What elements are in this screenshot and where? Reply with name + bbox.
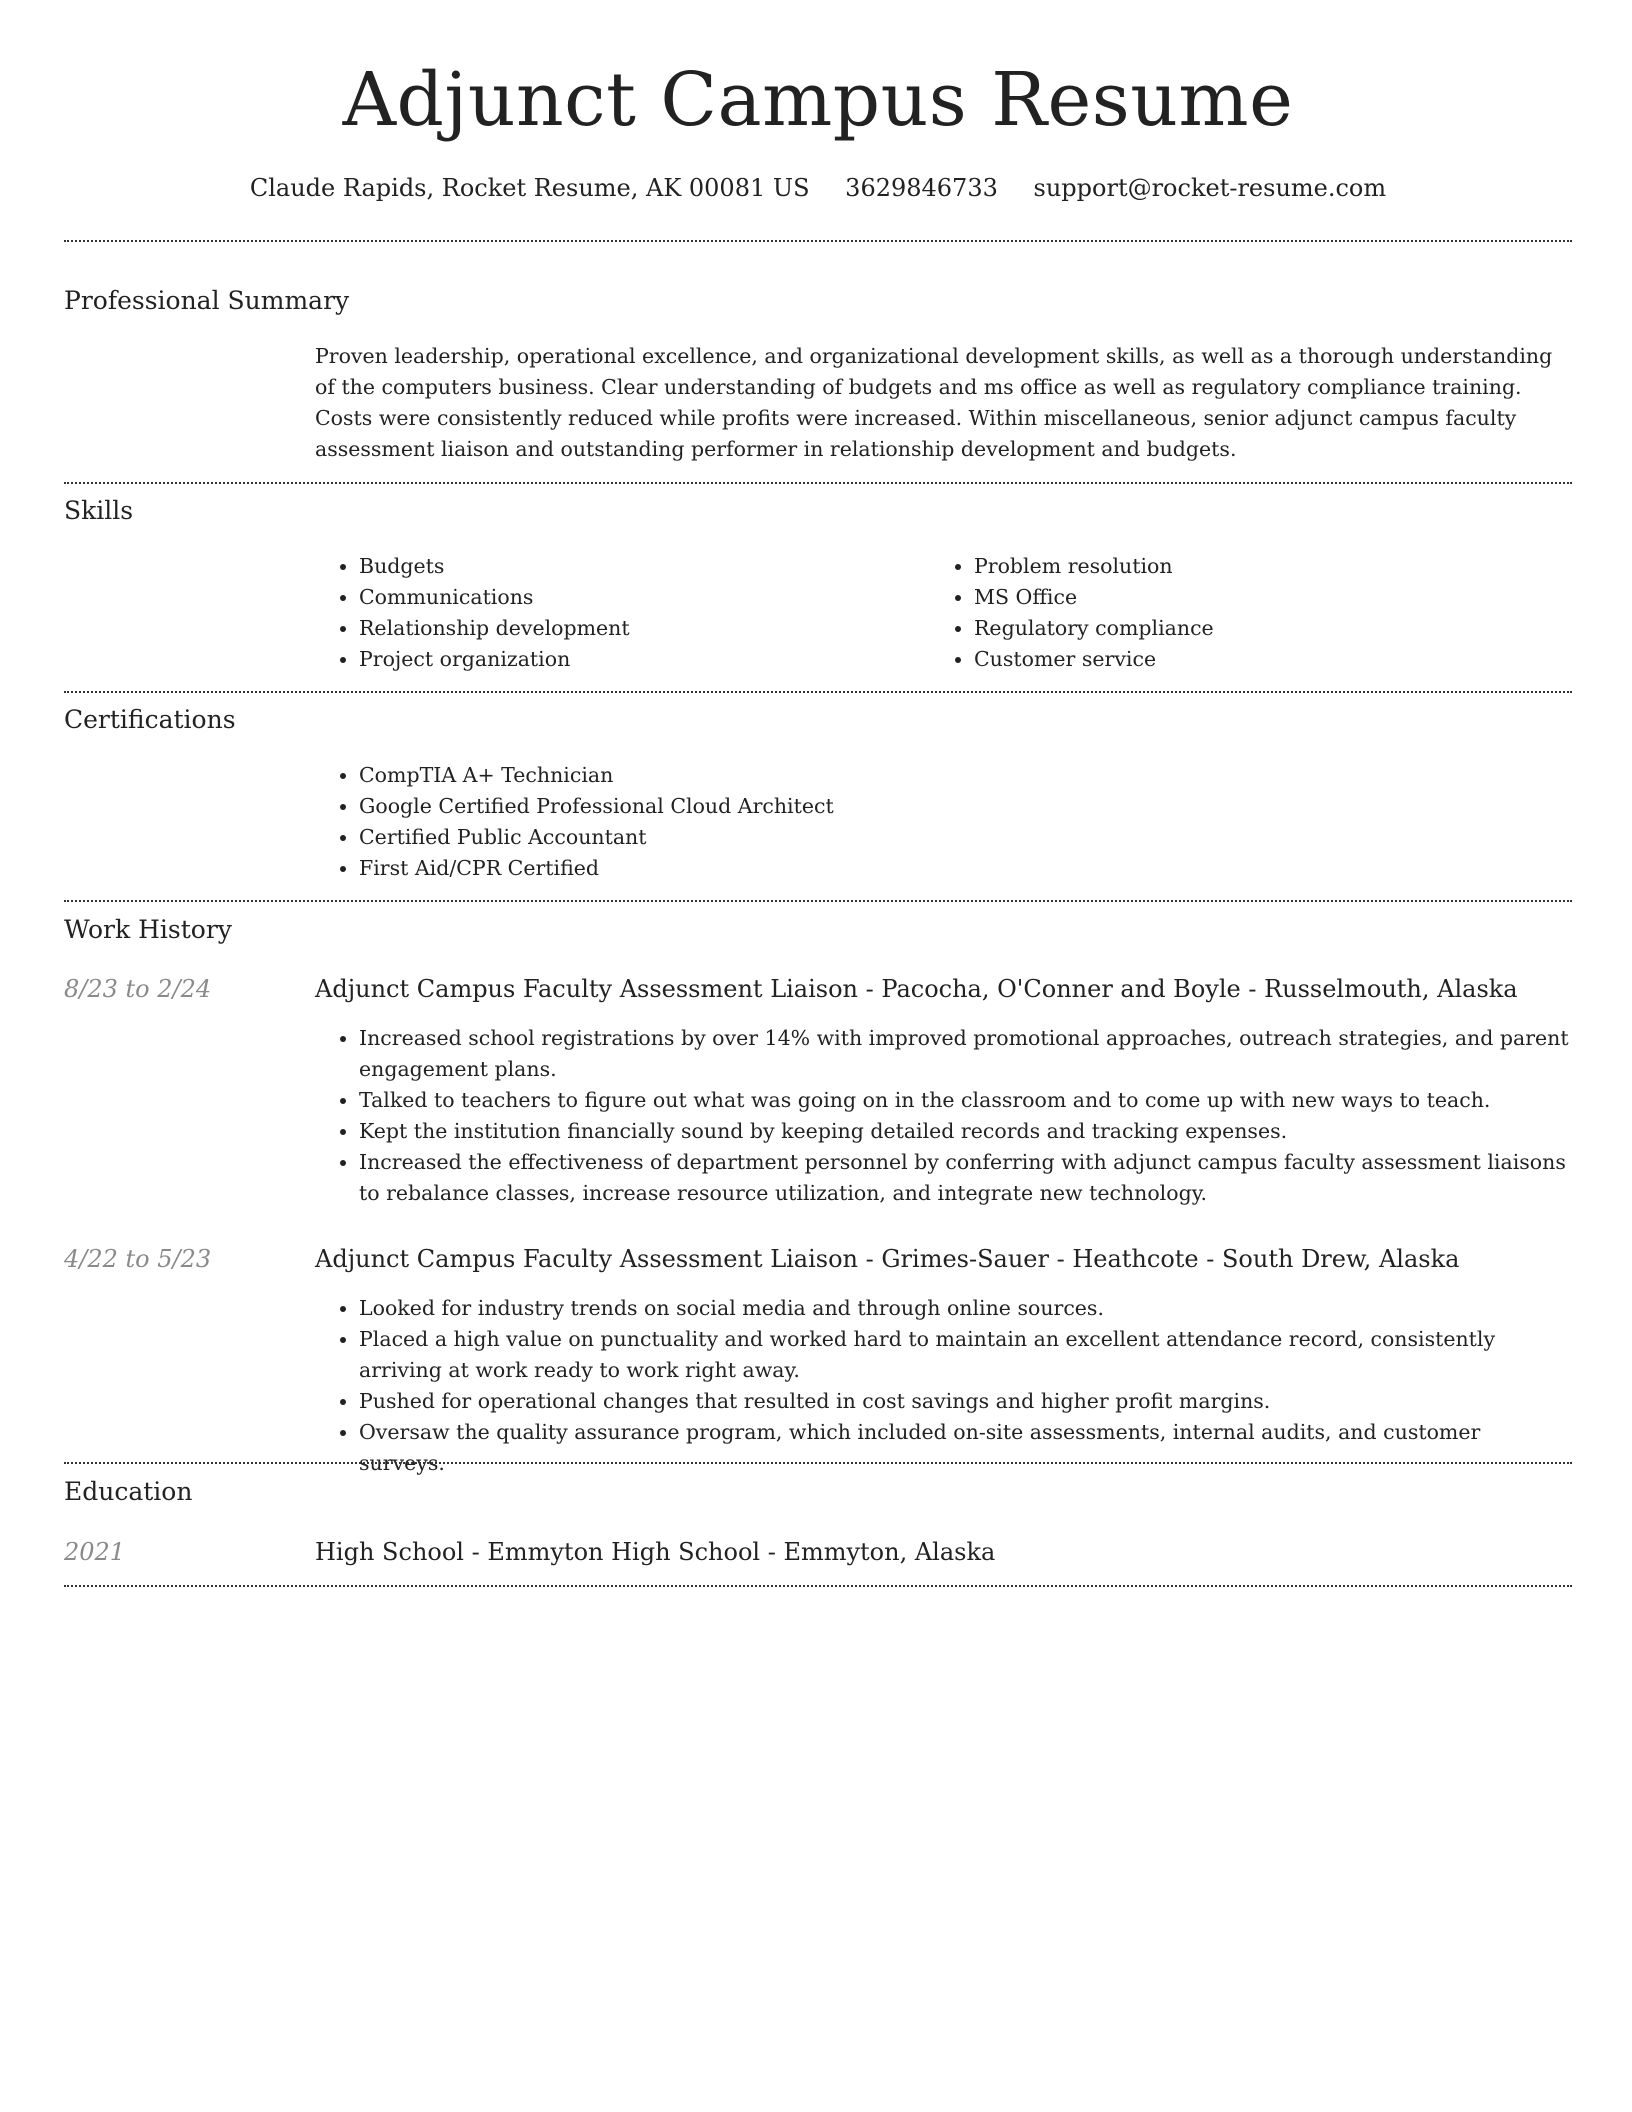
job-duty: • Looked for industry trends on social media and through online sources. bbox=[359, 1293, 1572, 1324]
contact-phone: 3629846733 bbox=[845, 174, 998, 202]
education-school: - Emmyton High School - Emmyton, Alaska bbox=[463, 1538, 996, 1566]
divider bbox=[64, 240, 1572, 242]
divider bbox=[64, 1585, 1572, 1587]
certification-item: • CompTIA A+ Technician bbox=[359, 760, 1315, 791]
job-title: Adjunct Campus Faculty Assessment Liaison bbox=[315, 1245, 859, 1273]
certification-item: • Google Certified Professional Cloud Architect bbox=[359, 791, 1315, 822]
skill-item: • MS Office bbox=[974, 582, 1530, 613]
job-duties bbox=[315, 1293, 1572, 1479]
job-duty: • Increased the effectiveness of department personnel by conferring with adjunct campus faculty assessment liaisons to rebalance classes, increase resource utilization, and integrate new technology. bbox=[359, 1147, 1572, 1209]
skill-item: • Customer service bbox=[974, 644, 1530, 675]
job-header bbox=[315, 972, 1572, 1006]
contact-email: support@rocket-resume.com bbox=[1033, 174, 1387, 202]
skill-item: • Relationship development bbox=[359, 613, 915, 644]
job-employer: - Pacocha, O'Conner and Boyle - Russelmouth, Alaska bbox=[858, 975, 1518, 1003]
certifications-heading: Certifications bbox=[64, 705, 236, 734]
job-duty: • Kept the institution financially sound by keeping detailed records and tracking expenses. bbox=[359, 1116, 1572, 1147]
skills-right-column bbox=[930, 551, 1530, 675]
job-duty: • Placed a high value on punctuality and worked hard to maintain an excellent attendance record, consistently arriving at work ready to work right away. bbox=[359, 1324, 1572, 1386]
job-duties bbox=[315, 1023, 1572, 1209]
certification-item: • First Aid/CPR Certified bbox=[359, 853, 1315, 884]
skills-left-column bbox=[315, 551, 915, 675]
divider bbox=[64, 691, 1572, 693]
job-dates: 8/23 to 2/24 bbox=[64, 975, 212, 1003]
skill-item: • Regulatory compliance bbox=[974, 613, 1530, 644]
skill-item: • Communications bbox=[359, 582, 915, 613]
job-duty: • Talked to teachers to figure out what was going on in the classroom and to come up with new ways to teach. bbox=[359, 1085, 1572, 1116]
certifications-list bbox=[315, 760, 1315, 884]
contact-address: Claude Rapids, Rocket Resume, AK 00081 US bbox=[249, 174, 810, 202]
resume-title: Adjunct Campus Resume bbox=[342, 57, 1294, 143]
summary-text: Proven leadership, operational excellence, and organizational development skills, as well as a thorough understanding of the computers business. Clear understanding of budgets and ms office as well as regulatory compliance training. Costs were consistently reduced while profits were increased. Within miscellaneous, senior adjunct campus faculty assessment liaison and outstanding performer in relationship development and budgets. bbox=[315, 344, 1553, 461]
job-header bbox=[315, 1242, 1572, 1276]
education-degree: High School bbox=[315, 1538, 464, 1566]
job-title: Adjunct Campus Faculty Assessment Liaison bbox=[315, 975, 859, 1003]
skill-item: • Project organization bbox=[359, 644, 915, 675]
job-duty: • Oversaw the quality assurance program, which included on-site assessments, internal audits, and customer surveys. bbox=[359, 1417, 1572, 1479]
education-header bbox=[315, 1535, 1572, 1569]
contact-line bbox=[64, 170, 1572, 206]
summary-heading: Professional Summary bbox=[64, 286, 350, 315]
job-duty: • Increased school registrations by over 14% with improved promotional approaches, outreach strategies, and parent engagement plans. bbox=[359, 1023, 1572, 1085]
certification-item: • Certified Public Accountant bbox=[359, 822, 1315, 853]
divider bbox=[64, 1462, 1572, 1464]
divider bbox=[64, 900, 1572, 902]
job-duty: • Pushed for operational changes that resulted in cost savings and higher profit margins. bbox=[359, 1386, 1572, 1417]
job-dates: 4/22 to 5/23 bbox=[64, 1245, 212, 1273]
job-employer: - Grimes-Sauer - Heathcote - South Drew, Alaska bbox=[858, 1245, 1460, 1273]
divider bbox=[64, 482, 1572, 484]
skill-item: • Problem resolution bbox=[974, 551, 1530, 582]
work-history-heading: Work History bbox=[64, 915, 232, 944]
education-heading: Education bbox=[64, 1477, 193, 1506]
skill-item: • Budgets bbox=[359, 551, 915, 582]
education-year: 2021 bbox=[64, 1538, 126, 1566]
skills-heading: Skills bbox=[64, 496, 134, 525]
